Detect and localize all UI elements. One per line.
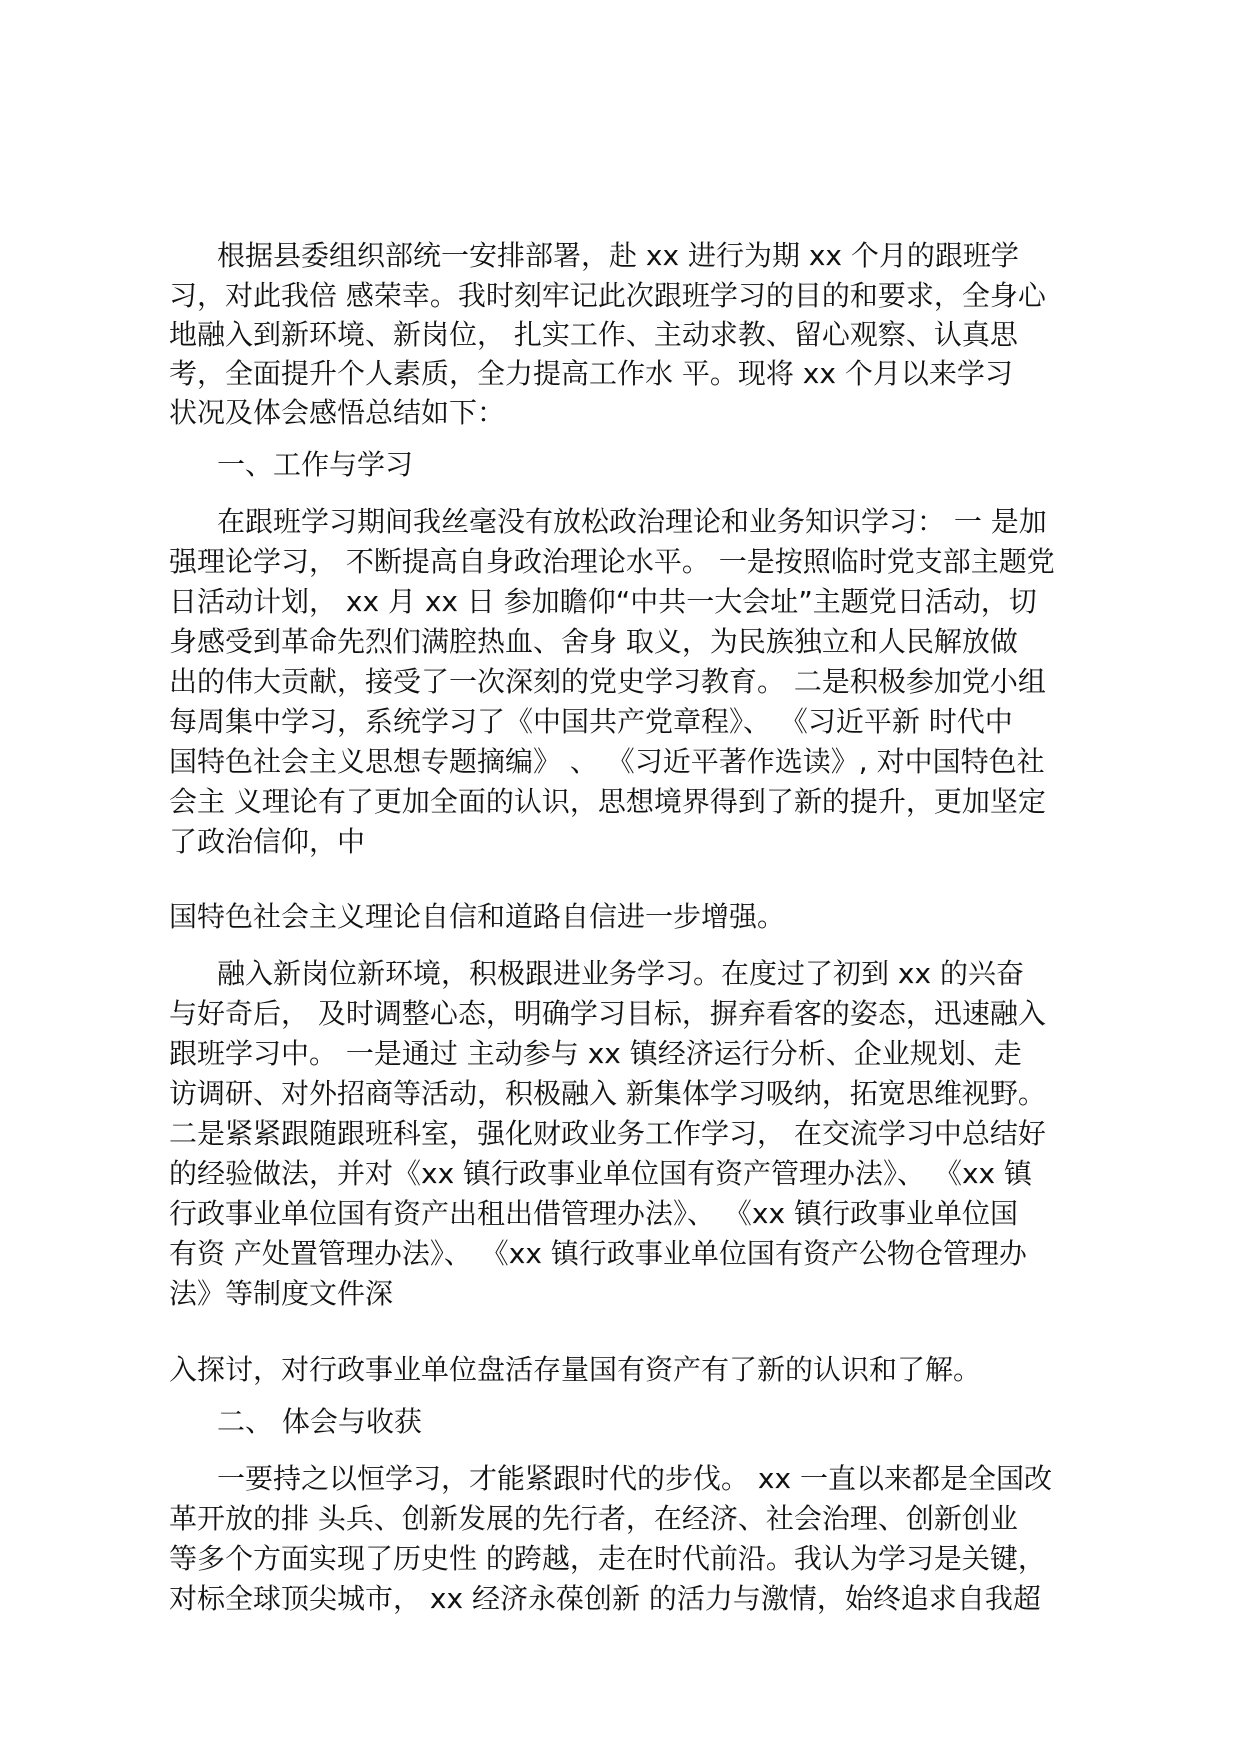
paragraph-line: 二是紧紧跟随跟班科室，强化财政业务工作学习， 在交流学习中总结好 — [169, 1117, 1046, 1150]
paragraph-line: 跟班学习中。 一是通过 主动参与 xx 镇经济运行分析、企业规划、走 — [169, 1037, 1022, 1070]
paragraph-line: 访调研、对外招商等活动，积极融入 新集体学习吸纳，拓宽思维视野。 — [169, 1077, 1046, 1110]
paragraph-line: 在跟班学习期间我丝毫没有放松政治理论和业务知识学习： 一 是加 — [217, 505, 1047, 538]
paragraph-line: 日活动计划， xx 月 xx 日 参加瞻仰“中共一大会址”主题党日活动，切 — [169, 585, 1037, 618]
paragraph-line: 入探讨，对行政事业单位盘活存量国有资产有了新的认识和了解。 — [169, 1353, 982, 1386]
paragraph-line: 会主 义理论有了更加全面的认识，思想境界得到了新的提升，更加坚定 — [169, 785, 1046, 818]
paragraph-line: 考，全面提升个人素质，全力提高工作水 平。现将 xx 个月以来学习 — [169, 357, 1013, 390]
paragraph-line: 革开放的排 头兵、创新发展的先行者，在经济、社会治理、创新创业 — [169, 1502, 1018, 1535]
section-heading: 一、工作与学习 — [217, 448, 414, 481]
paragraph-line: 有资 产处置管理办法》、 《xx 镇行政事业单位国有资产公物仓管理办 — [169, 1237, 1027, 1270]
paragraph-line: 强理论学习， 不断提高自身政治理论水平。 一是按照临时党支部主题党 — [169, 545, 1055, 578]
paragraph-line: 国特色社会主义理论自信和道路自信进一步增强。 — [169, 900, 786, 933]
paragraph-line: 根据县委组织部统一安排部署，赴 xx 进行为期 xx 个月的跟班学 — [217, 239, 1019, 272]
paragraph-line: 状况及体会感悟总结如下： — [169, 396, 506, 429]
paragraph-line: 行政事业单位国有资产出租出借管理办法》、 《xx 镇行政事业单位国 — [169, 1197, 1018, 1230]
paragraph-line: 习，对此我倍 感荣幸。我时刻牢记此次跟班学习的目的和要求，全身心 — [169, 279, 1046, 312]
section-heading: 二、 体会与收获 — [217, 1405, 422, 1438]
paragraph-line: 与好奇后， 及时调整心态，明确学习目标，摒弃看客的姿态，迅速融入 — [169, 997, 1046, 1030]
paragraph-line: 融入新岗位新环境，积极跟进业务学习。在度过了初到 xx 的兴奋 — [217, 957, 1024, 990]
paragraph-line: 等多个方面实现了历史性 的跨越，走在时代前沿。我认为学习是关键， — [169, 1542, 1046, 1575]
paragraph-line: 一要持之以恒学习，才能紧跟时代的步伐。 xx 一直以来都是全国改 — [217, 1462, 1052, 1495]
paragraph-line: 地融入到新环境、新岗位， 扎实工作、主动求教、留心观察、认真思 — [169, 318, 1018, 351]
paragraph-line: 法》等制度文件深 — [169, 1277, 394, 1310]
paragraph-line: 的经验做法，并对《xx 镇行政事业单位国有资产管理办法》、 《xx 镇 — [169, 1157, 1032, 1190]
paragraph-line: 身感受到革命先烈们满腔热血、舍身 取义，为民族独立和人民解放做 — [169, 625, 1018, 658]
paragraph-line: 了政治信仰，中 — [169, 825, 366, 858]
paragraph-line: 对标全球顶尖城市， xx 经济永葆创新 的活力与激情，始终追求自我超 — [169, 1582, 1041, 1615]
paragraph-line: 出的伟大贡献，接受了一次深刻的党史学习教育。 二是积极参加党小组 — [169, 665, 1046, 698]
paragraph-line: 每周集中学习，系统学习了《中国共产党章程》、 《习近平新 时代中 — [169, 705, 1013, 738]
paragraph-line: 国特色社会主义思想专题摘编》 、 《习近平著作选读》, 对中国特色社 — [169, 745, 1045, 778]
